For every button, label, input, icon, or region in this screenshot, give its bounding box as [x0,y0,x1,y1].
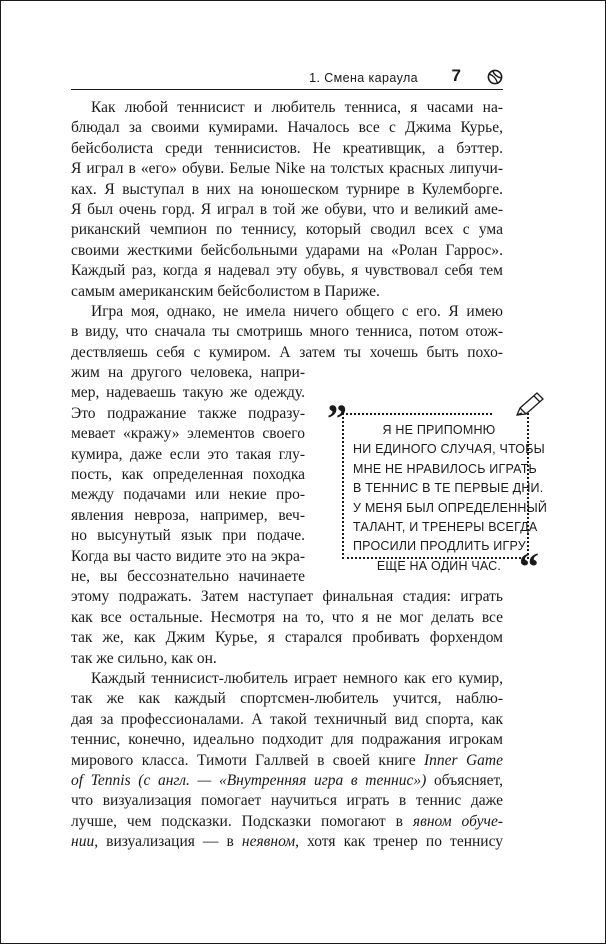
text-line: между подачами или некие про- [71,486,305,504]
quote-line: ЕЩЕ НА ОДИН ЧАС. [376,558,502,573]
text-line: так же как каждый спортсмен-любитель учится, наблю- [71,690,503,708]
quote-line: ТАЛАНТ, И ТРЕНЕРЫ ВСЕГДА [353,520,538,535]
book-title: of Tennis [71,771,131,789]
text-line: в виду, что сначала ты смотришь много тенниса, потом отож- [71,323,503,341]
text-span: мирового класса. Тимоти Галлвей в своей книге [71,751,416,769]
quote-line: Я НЕ ПРИПОМНЮ [382,423,496,437]
text-line [71,812,503,832]
text-line: бейсболиста среди теннисистов. Не креативщик, а бэттер. [71,139,503,157]
text-line: не, вы бессознательно начинаете [71,567,305,585]
text-line: самым американским бейсболистом в Париже. [71,282,380,300]
pull-quote-text [353,421,548,576]
tennis-ball-icon [487,69,503,90]
text-span: , визуализация — в [94,833,234,851]
text-line: явления невроза, например, веч- [71,506,305,524]
text-line [71,771,503,791]
text-line: Это подражание также подразу- [71,404,305,422]
text-line: мевает «кражу» элементов своего [71,425,305,443]
quote-line: НИ ЕДИНОГО СЛУЧАЯ, ЧТОБЫ [353,442,545,457]
text-line [71,832,503,852]
text-line: дествляешь себя с кумиром. А затем ты хочешь быть похо- [71,343,503,361]
text-line: Каждый теннисист-любитель играет немного как его кумир, [91,669,503,687]
text-line: своими жесткими бейсбольными ударами на «Ролан Гаррос». [71,241,503,259]
text-line: Каждый раз, когда я надевал эту обувь, я чувствовал себя тем [71,262,503,280]
quote-line: В ТЕННИС В ТЕ ПЕРВЫЕ ДНИ. [353,481,544,496]
text-span: , хотя как тренер по теннису [295,833,503,851]
quote-line: У МЕНЯ БЫЛ ОПРЕДЕЛЕННЫЙ [353,500,548,515]
quote-line: ПРОСИЛИ ПРОДЛИТЬ ИГРУ [353,539,526,554]
text-line: жим на другого человека, напри- [71,364,305,382]
running-header [71,67,503,87]
text-line: но высунутый язык при подаче. [71,527,305,545]
page-number: 7 [451,66,461,85]
quote-close-icon: “ [519,544,539,589]
chapter-title: 1. Смена караула [309,71,418,85]
text-line: как все остальные. Несмотря на то, что я не мог делать все [71,608,503,626]
text-line: кумира, даже если это такая глу- [71,445,305,463]
text-line [71,751,503,771]
quote-line: МНЕ НЕ НРАВИЛОСЬ ИГРАТЬ [353,461,537,476]
text-line: теннис, конечно, идеально подходит для подражания игрокам [71,731,503,749]
emphasis: нии [71,833,95,851]
text-line: мер, надеваешь такую же одежду. [71,384,305,402]
pull-quote [323,396,548,589]
text-line: так же, как Джим Курье, я старался пробивать форхендом [71,629,503,647]
text-line: Как любой теннисист и любитель тенниса, я часами на- [91,99,503,116]
text-line: Когда вы часто видите это на экра- [71,547,305,565]
text-line: риканский чемпион по теннису, который сводил всех с ума [71,221,503,239]
text-line: этому подражать. Затем наступает финальная стадия: играть [71,588,503,606]
text-line: Я играл в «его» обуви. Белые Nike на толстых красных липучи- [71,160,503,178]
book-title: Inner Game [424,751,503,769]
text-span: лучше, чем подсказки. Подсказки помогают в [71,812,403,830]
text-line: Игра моя, однако, не имела ничего общего с его. Я имею [91,302,503,320]
translation-note: (с англ. — «Внутренняя игра в теннис») [138,771,427,789]
emphasis: неявном [241,833,296,851]
pencil-icon [513,391,545,424]
emphasis: явном обуче- [412,812,503,830]
text-line: так же сильно, как он. [71,649,217,667]
text-line: дая за профессионалами. А такой техничный вид спорта, как [71,710,503,728]
text-line: что визуализация помогает научиться играть в теннис даже [71,792,503,810]
text-line: блюдал за своими кумирами. Началось все с Джима Курье, [71,119,503,137]
header-rule [71,89,503,90]
quote-open-icon: ” [327,396,347,441]
text-line: пость, как определенная походка [71,466,305,484]
text-line: ках. Я выступал в них на юношеском турнире в Кулемборге. [71,180,503,198]
text-line: Я был очень горд. Я играл в той же обуви, что и великий аме- [71,200,503,218]
text-span: объясняет, [433,771,503,789]
